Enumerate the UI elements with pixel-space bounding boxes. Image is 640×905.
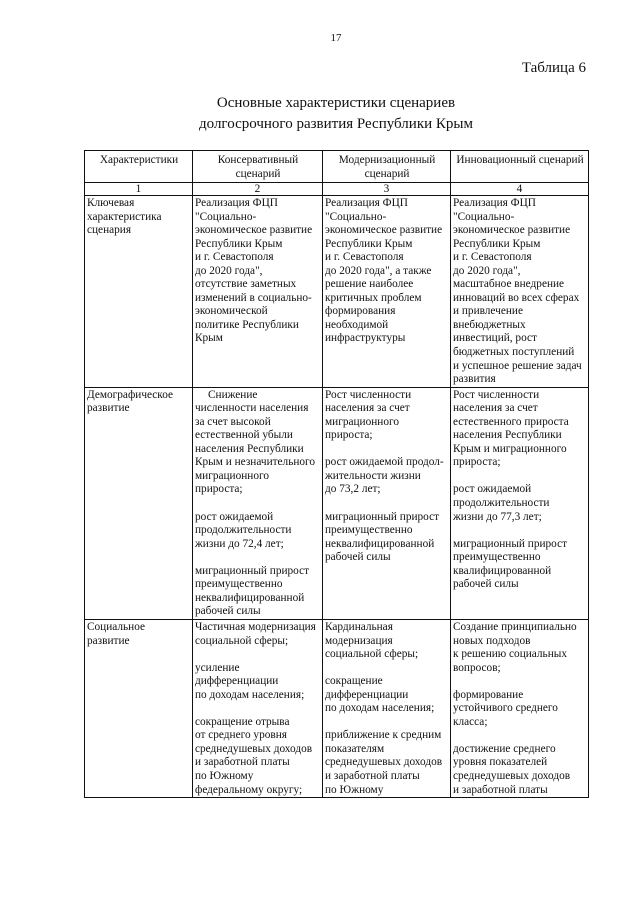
cell-line: естественного прироста [453, 415, 569, 428]
cell-line: развития [453, 373, 496, 386]
cell-paragraph [195, 565, 321, 619]
document-title [136, 93, 536, 135]
cell-line: по Южному [325, 783, 384, 796]
cell-line: Социальное [87, 620, 146, 633]
cell-line: критичных проблем [325, 291, 422, 304]
table-cell [451, 387, 589, 619]
title-line: долгосрочного развития Республики Крым [199, 116, 473, 132]
cell-paragraph [195, 389, 321, 497]
header-line: сценарий [235, 168, 281, 180]
cell-line: экономической [195, 305, 268, 318]
cell-line: сокращение [325, 675, 383, 688]
cell-line: по доходам населения; [195, 688, 305, 701]
cell-line: среднедушевых доходов [453, 769, 571, 782]
table-row [85, 387, 589, 619]
cell-line: квалифицированной [453, 564, 552, 577]
cell-line: продолжительности [195, 524, 292, 537]
cell-line: экономическое развитие [325, 224, 443, 237]
column-number-cell: 2 [193, 183, 323, 196]
cell-line: от среднего уровня [195, 729, 287, 742]
table-cell [193, 196, 323, 388]
cell-paragraph [325, 621, 449, 662]
cell-line: миграционный прирост [453, 537, 568, 550]
cell-paragraph [195, 511, 321, 552]
cell-line: миграционного [325, 415, 399, 428]
cell-line: неквалифицированной [325, 537, 435, 550]
cell-line: численности населения [195, 402, 309, 415]
cell-line: по Южному [195, 769, 254, 782]
row-label-cell [85, 196, 193, 388]
cell-line: среднедушевых доходов [325, 756, 443, 769]
cell-line: сокращение отрыва [195, 715, 290, 728]
cell-line: жизни до 72,4 лет; [195, 537, 284, 550]
cell-line: жительности жизни [325, 469, 421, 482]
cell-line: по доходам населения; [325, 702, 435, 715]
cell-paragraph [195, 621, 321, 648]
cell-line: Кардинальная [325, 620, 393, 633]
scenario-characteristics-table [84, 150, 589, 798]
cell-line: миграционный прирост [195, 564, 310, 577]
cell-line: к решению социальных [453, 648, 567, 661]
cell-line: населения Республики [195, 442, 304, 455]
cell-paragraph [325, 729, 449, 797]
cell-line: приближение к средним [325, 729, 442, 742]
cell-paragraph [453, 483, 587, 524]
cell-paragraph [325, 456, 449, 497]
cell-line: Создание принципиально [453, 620, 577, 633]
cell-line: модернизация [325, 634, 393, 647]
cell-paragraph [195, 716, 321, 797]
cell-line: масштабное внедрение [453, 278, 565, 291]
cell-line: Республики Крым [195, 237, 283, 250]
row-label-cell [85, 619, 193, 797]
cell-line: уровня показателей [453, 756, 548, 769]
cell-line: Крым и миграционного [453, 442, 567, 455]
cell-paragraph [453, 689, 587, 730]
cell-line: до 2020 года", [195, 264, 263, 277]
header-line: Консервативный [217, 154, 299, 166]
cell-line: среднедушевых доходов [195, 742, 313, 755]
cell-paragraph [325, 675, 449, 716]
cell-paragraph [453, 197, 587, 387]
header-line: Модернизационный [338, 154, 436, 166]
cell-line: естественной убыли [195, 429, 293, 442]
table-cell [323, 387, 451, 619]
cell-paragraph [325, 197, 449, 346]
cell-line: отсутствие заметных [195, 278, 297, 291]
cell-line: и привлечение [453, 305, 523, 318]
page-number: 17 [330, 32, 342, 44]
cell-line: и г. Севастополя [453, 251, 532, 264]
cell-line: "Социально- [325, 210, 387, 223]
cell-line: населения за счет [453, 402, 538, 415]
cell-line: инвестиций, рост [453, 332, 537, 345]
cell-line: до 2020 года", [453, 264, 521, 277]
cell-line: жизни до 77,3 лет; [453, 510, 542, 523]
table-cell [451, 619, 589, 797]
cell-line: за счет высокой [195, 415, 271, 428]
cell-line: дифференциации [325, 688, 409, 701]
cell-line: прироста; [325, 429, 373, 442]
header-cell [323, 151, 451, 183]
cell-line: Республики Крым [325, 237, 413, 250]
cell-line: Крым [195, 332, 223, 345]
table-header-row [85, 151, 589, 183]
cell-line: преимущественно [325, 524, 413, 537]
cell-paragraph [195, 662, 321, 703]
cell-line: социальной сферы; [325, 648, 419, 661]
table-cell [451, 196, 589, 388]
cell-line: населения Республики [453, 429, 562, 442]
cell-line: Республики Крым [453, 237, 541, 250]
cell-line: Рост численности [325, 388, 412, 401]
header-line: Характеристики [99, 154, 179, 166]
cell-line: инфраструктуры [325, 332, 406, 345]
cell-line: неквалифицированной [195, 591, 305, 604]
cell-line: Реализация ФЦП [453, 197, 536, 209]
cell-line: сценария [87, 224, 132, 237]
cell-line: экономическое развитие [195, 224, 313, 237]
cell-line: показателям [325, 742, 385, 755]
cell-paragraph [325, 511, 449, 565]
cell-paragraph [325, 389, 449, 443]
header-cell [451, 151, 589, 183]
cell-line: достижение среднего [453, 742, 556, 755]
cell-line: характеристика [87, 210, 162, 223]
cell-line: устойчивого среднего [453, 702, 558, 715]
header-cell [85, 151, 193, 183]
cell-paragraph [195, 197, 321, 346]
cell-line: Частичная модернизация [195, 620, 316, 633]
cell-line: Крым и незначительного [195, 456, 316, 469]
cell-line: Реализация ФЦП [195, 197, 278, 209]
header-line: Инновационный сценарий [456, 154, 584, 166]
title-line: Основные характеристики сценариев [216, 95, 456, 111]
column-number-cell: 1 [85, 183, 193, 196]
cell-paragraph [453, 621, 587, 675]
cell-line: решение наиболее [325, 278, 414, 291]
table-row [85, 619, 589, 797]
cell-line: рост ожидаемой [195, 510, 274, 523]
cell-paragraph [453, 538, 587, 592]
cell-line: бюджетных поступлений [453, 346, 575, 359]
cell-paragraph [453, 743, 587, 797]
table-cell [193, 387, 323, 619]
cell-paragraph [87, 197, 191, 238]
cell-line: развитие [87, 402, 130, 415]
cell-line: Ключевая [87, 197, 135, 209]
table-row [85, 196, 589, 388]
cell-line: инноваций во всех сферах [453, 291, 580, 304]
cell-line: населения за счет [325, 402, 410, 415]
cell-line: формирования [325, 305, 396, 318]
column-number-cell: 4 [451, 183, 589, 196]
cell-line: усиление [195, 661, 240, 674]
cell-line: внебюджетных [453, 318, 526, 331]
cell-line: и заработной платы [453, 783, 548, 796]
cell-line: Снижение [208, 388, 258, 401]
cell-line: политике Республики [195, 318, 299, 331]
cell-line: рабочей силы [325, 551, 391, 564]
cell-line: преимущественно [195, 578, 283, 591]
cell-line: социальной сферы; [195, 634, 289, 647]
cell-line: новых подходов [453, 634, 531, 647]
cell-line: и г. Севастополя [325, 251, 404, 264]
cell-line: и заработной платы [325, 769, 420, 782]
table-cell [193, 619, 323, 797]
cell-line: преимущественно [453, 551, 541, 564]
cell-line: вопросов; [453, 661, 501, 674]
cell-line: формирование [453, 688, 524, 701]
column-number-cell: 3 [323, 183, 451, 196]
cell-line: прироста; [195, 483, 243, 496]
cell-line: изменений в социально- [195, 291, 312, 304]
cell-line: рост ожидаемой продол- [325, 456, 444, 469]
cell-line: до 73,2 лет; [325, 483, 381, 496]
cell-line: Рост численности [453, 388, 540, 401]
header-line: сценарий [364, 168, 410, 180]
header-cell [193, 151, 323, 183]
cell-line: класса; [453, 715, 488, 728]
cell-line: экономическое развитие [453, 224, 571, 237]
cell-paragraph [87, 621, 191, 648]
cell-line: до 2020 года", а также [325, 264, 432, 277]
cell-line: прироста; [453, 456, 501, 469]
table-label: Таблица 6 [521, 60, 586, 76]
cell-line: федеральному округу; [195, 783, 303, 796]
cell-line: "Социально- [453, 210, 515, 223]
cell-line: и успешное решение задач [453, 359, 582, 372]
cell-line: дифференциации [195, 675, 279, 688]
cell-line: и заработной платы [195, 756, 290, 769]
cell-line: миграционного [195, 469, 269, 482]
table-cell [323, 196, 451, 388]
cell-line: Реализация ФЦП [325, 197, 408, 209]
cell-paragraph [87, 389, 191, 416]
row-label-cell [85, 387, 193, 619]
table-cell [323, 619, 451, 797]
cell-line: "Социально- [195, 210, 257, 223]
cell-line: рабочей силы [195, 605, 261, 618]
cell-line: миграционный прирост [325, 510, 440, 523]
cell-line: развитие [87, 634, 130, 647]
cell-line: рабочей силы [453, 578, 519, 591]
cell-line: Демографическое [87, 388, 174, 401]
column-number-row [85, 183, 589, 196]
cell-line: продолжительности [453, 497, 550, 510]
cell-line: и г. Севастополя [195, 251, 274, 264]
cell-line: рост ожидаемой [453, 483, 532, 496]
cell-line: необходимой [325, 318, 389, 331]
cell-paragraph [453, 389, 587, 470]
